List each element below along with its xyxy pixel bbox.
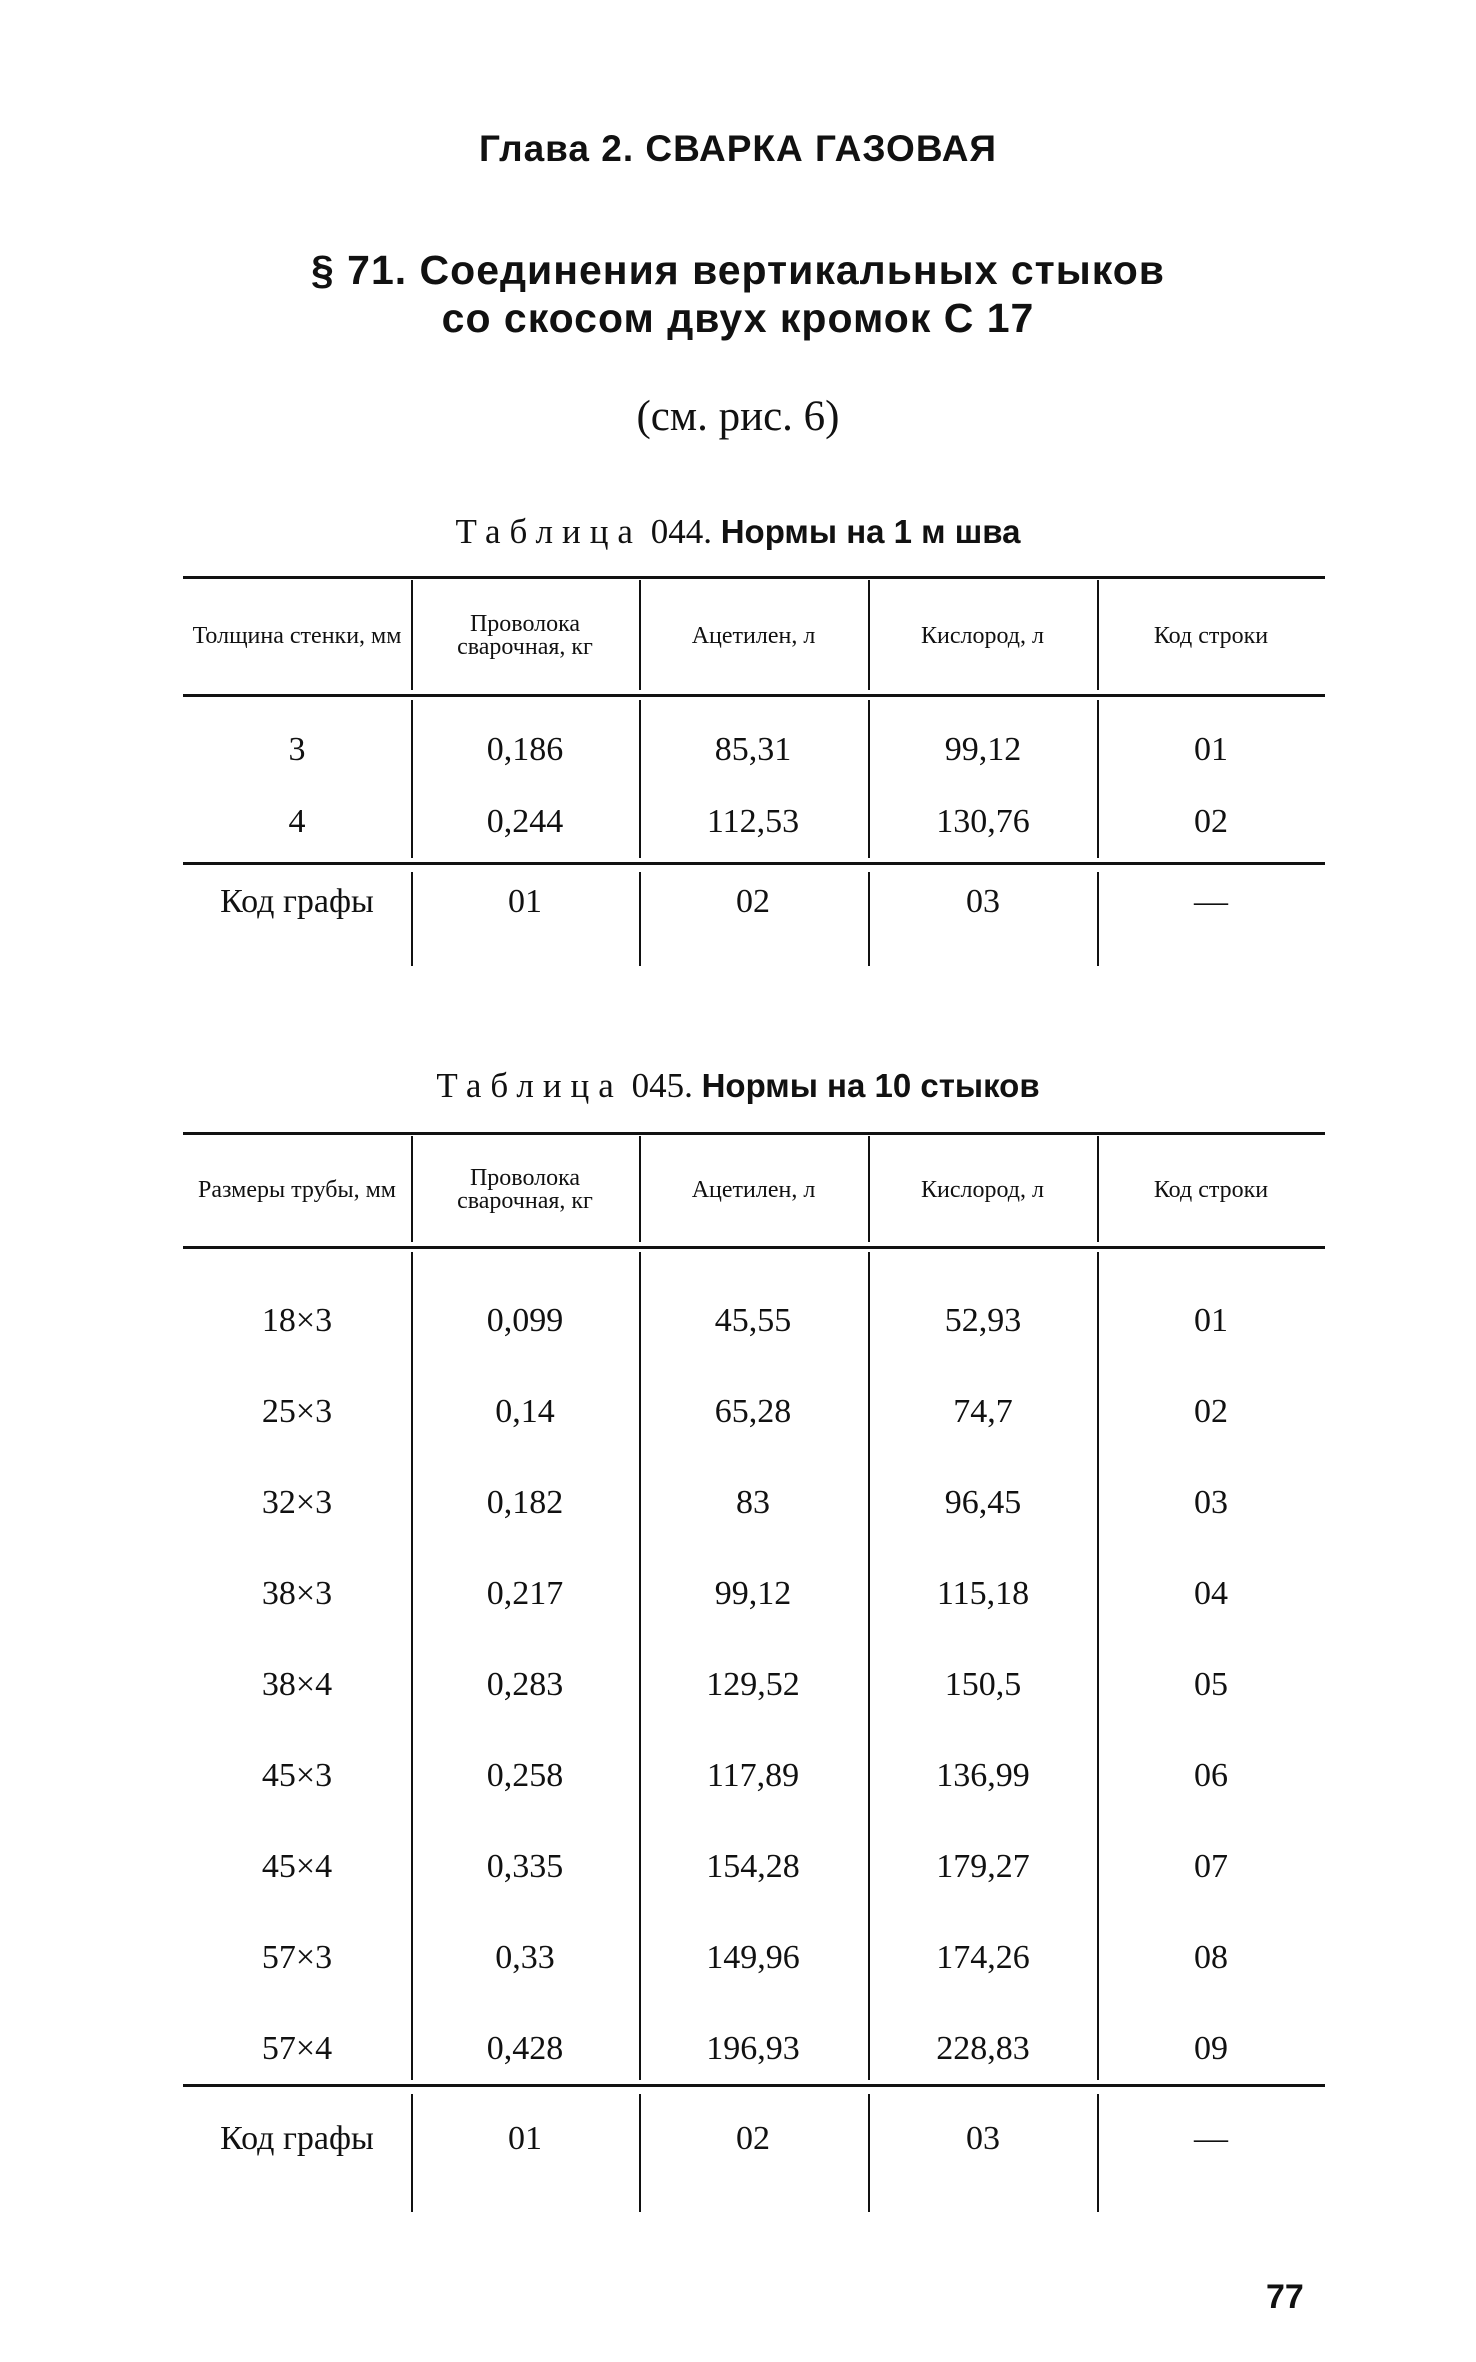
figure-reference: (см. рис. 6) [636, 393, 840, 440]
table045-table-cell: 83 [736, 1484, 770, 1521]
table044-footer-cell: 01 [508, 883, 542, 920]
table044-rule-header [183, 694, 1325, 697]
table-044-caption-label: Таблица [455, 512, 642, 551]
table045-col-rule-body [411, 1252, 413, 2080]
table045-table-cell: 04 [1194, 1575, 1228, 1612]
table044-header-cell: Проволока сварочная, кг [457, 611, 593, 660]
table044-table-cell: 0,186 [486, 731, 564, 768]
table045-table-cell: 18×3 [261, 1302, 333, 1339]
table044-col-rule-header [639, 580, 641, 690]
table045-table-cell: 45,55 [714, 1302, 792, 1339]
table044-col-rule-footer [1097, 872, 1099, 966]
table044-table-cell: 4 [288, 803, 306, 840]
table045-table-cell: 07 [1194, 1848, 1228, 1885]
table045-rule-header [183, 1246, 1325, 1249]
table045-table-cell: 05 [1194, 1666, 1228, 1703]
table044-rule-footer [183, 862, 1325, 865]
table045-header-cell: Ацетилен, л [691, 1176, 816, 1203]
table045-table-cell: 179,27 [936, 1848, 1030, 1885]
table-044-caption-number: 044. [650, 512, 712, 551]
table044-col-rule-header [868, 580, 870, 690]
table044-footer-cell: 02 [736, 883, 770, 920]
table045-table-cell: 06 [1194, 1757, 1228, 1794]
table045-table-cell: 57×4 [261, 2030, 333, 2067]
table045-table-cell: 57×3 [261, 1939, 333, 1976]
table044-footer-cell: — [1194, 883, 1228, 920]
table045-table-cell: 38×3 [261, 1575, 333, 1612]
table-044-caption [0, 512, 1476, 552]
table045-col-rule-header [868, 1136, 870, 1242]
table045-table-cell: 0,335 [486, 1848, 564, 1885]
table045-footer-cell: 01 [508, 2120, 542, 2157]
table-045-caption-number: 045. [631, 1066, 693, 1105]
table045-table-cell: 0,217 [486, 1575, 564, 1612]
table044-table-cell: 01 [1194, 731, 1228, 768]
table045-table-cell: 0,14 [495, 1393, 555, 1430]
table045-table-cell: 174,26 [936, 1939, 1030, 1976]
table044-header-cell: Код строки [1153, 622, 1269, 649]
table045-table-cell: 45×3 [261, 1757, 333, 1794]
table044-footer-cell: 03 [966, 883, 1000, 920]
section-title-line-2: со скосом двух кромок С 17 [441, 295, 1035, 341]
table045-col-rule-body [1097, 1252, 1099, 2080]
table045-col-rule-header [411, 1136, 413, 1242]
table-045 [183, 1132, 1325, 2212]
table045-table-cell: 117,89 [706, 1757, 800, 1794]
table044-col-rule-body [639, 700, 641, 858]
table-045-caption-label: Таблица [436, 1066, 623, 1105]
table044-table-cell: 112,53 [706, 803, 800, 840]
table044-table-cell: 99,12 [944, 731, 1022, 768]
table045-table-cell: 08 [1194, 1939, 1228, 1976]
table045-table-cell: 32×3 [261, 1484, 333, 1521]
table045-table-cell: 0,258 [486, 1757, 564, 1794]
table045-table-cell: 25×3 [261, 1393, 333, 1430]
table-045-caption [0, 1066, 1476, 1106]
table045-table-cell: 196,93 [706, 2030, 800, 2067]
table045-footer-cell: — [1194, 2120, 1228, 2157]
table045-col-rule-footer [1097, 2094, 1099, 2212]
table-044 [183, 576, 1325, 966]
table045-col-rule-footer [411, 2094, 413, 2212]
table044-col-rule-body [1097, 700, 1099, 858]
table045-col-rule-footer [639, 2094, 641, 2212]
table044-table-cell: 0,244 [486, 803, 564, 840]
table044-col-rule-body [868, 700, 870, 858]
table045-table-cell: 0,428 [486, 2030, 564, 2067]
section-title-line-1: § 71. Соединения вертикальных стыков [310, 247, 1166, 293]
table045-table-cell: 65,28 [714, 1393, 792, 1430]
table044-col-rule-header [411, 580, 413, 690]
table045-table-cell: 136,99 [936, 1757, 1030, 1794]
table045-table-cell: 0,099 [486, 1302, 564, 1339]
table045-table-cell: 228,83 [936, 2030, 1030, 2067]
chapter-heading: Глава 2. СВАРКА ГАЗОВАЯ [478, 128, 998, 169]
table045-table-cell: 01 [1194, 1302, 1228, 1339]
table045-header-cell: Код строки [1153, 1176, 1269, 1203]
table045-table-cell: 149,96 [706, 1939, 800, 1976]
table044-table-cell: 02 [1194, 803, 1228, 840]
table045-table-cell: 0,283 [486, 1666, 564, 1703]
page-number: 77 [1266, 2278, 1304, 2316]
table044-rule-top [183, 576, 1325, 579]
table044-col-rule-header [1097, 580, 1099, 690]
table045-rule-footer [183, 2084, 1325, 2087]
table045-col-rule-header [639, 1136, 641, 1242]
table044-col-rule-footer [639, 872, 641, 966]
table045-table-cell: 150,5 [944, 1666, 1022, 1703]
table045-table-cell: 99,12 [714, 1575, 792, 1612]
table045-table-cell: 154,28 [706, 1848, 800, 1885]
table044-header-cell: Кислород, л [921, 622, 1044, 649]
table045-col-rule-header [1097, 1136, 1099, 1242]
table045-rule-top [183, 1132, 1325, 1135]
table045-table-cell: 129,52 [706, 1666, 800, 1703]
table045-col-rule-body [639, 1252, 641, 2080]
table044-table-cell: 3 [288, 731, 306, 768]
table045-table-cell: 52,93 [944, 1302, 1022, 1339]
table045-table-cell: 0,182 [486, 1484, 564, 1521]
table045-table-cell: 45×4 [261, 1848, 333, 1885]
table045-table-cell: 38×4 [261, 1666, 333, 1703]
table045-header-cell: Размеры трубы, мм [198, 1176, 396, 1203]
table044-col-rule-footer [411, 872, 413, 966]
table045-col-rule-footer [868, 2094, 870, 2212]
table-045-caption-title: Нормы на 10 стыков [701, 1067, 1040, 1104]
section-title [0, 246, 1476, 342]
table044-table-cell: 130,76 [936, 803, 1030, 840]
table044-col-rule-body [411, 700, 413, 858]
table045-footer-cell: 03 [966, 2120, 1000, 2157]
table045-table-cell: 02 [1194, 1393, 1228, 1430]
table045-table-cell: 03 [1194, 1484, 1228, 1521]
table045-header-cell: Кислород, л [921, 1176, 1044, 1203]
table045-table-cell: 96,45 [944, 1484, 1022, 1521]
table045-header-cell: Проволока сварочная, кг [457, 1165, 593, 1214]
table045-table-cell: 0,33 [495, 1939, 555, 1976]
table044-header-cell: Ацетилен, л [691, 622, 816, 649]
table045-table-cell: 115,18 [936, 1575, 1030, 1612]
table045-footer-cell: Код графы [220, 2120, 374, 2157]
table-044-caption-title: Нормы на 1 м шва [720, 513, 1021, 550]
table044-table-cell: 85,31 [714, 731, 792, 768]
table045-footer-cell: 02 [736, 2120, 770, 2157]
table045-table-cell: 74,7 [953, 1393, 1013, 1430]
table044-footer-cell: Код графы [220, 883, 374, 920]
table045-table-cell: 09 [1194, 2030, 1228, 2067]
table044-col-rule-footer [868, 872, 870, 966]
table045-col-rule-body [868, 1252, 870, 2080]
table044-header-cell: Толщина стенки, мм [192, 622, 402, 649]
